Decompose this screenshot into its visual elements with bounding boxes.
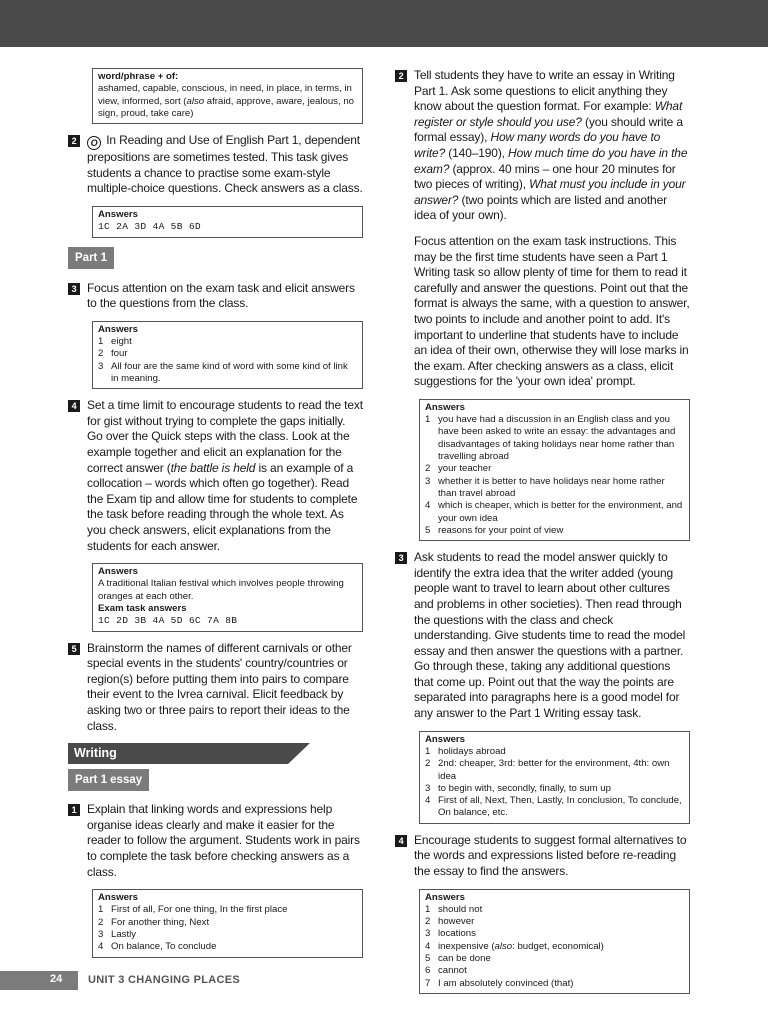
step-5-brainstorm [68,641,363,735]
answer-item: 2 2nd: cheaper, 3rd: better for the environment, 4th: own idea [425,758,670,782]
step-number: 4 [68,400,80,412]
step-number: 2 [395,70,407,82]
answer-codes: 1C 2A 3D 4A 5B 6D [98,221,201,233]
step-3-model-answer [395,550,690,722]
answers-box [419,731,690,824]
step-number: 3 [395,552,407,564]
right-column [395,68,690,1003]
step-number: 5 [68,643,80,655]
answer-item: 1 you have had a discussion in an English class and you have been asked to write an essay: the advantages and disadvantages of taking holidays near home rather than travelling abroad [425,414,676,463]
answers-heading: Answers [98,208,138,220]
part-1-label: Part 1 [68,247,114,269]
answers-heading: Answers [98,323,138,335]
answers-box [92,206,363,238]
part-1-essay-label: Part 1 essay [68,769,149,791]
step-text-paragraph: Focus attention on the exam task instructions. This may be the first time students have seen a Part 1 Writing task so allow plenty of time for them to read it carefully and answer the questions. Point out that the format is always the same, with a question to answer, two points to include and another point to add. It's important to underline that students have to include an idea of their own, otherwise they will lose marks in the exam. After checking answers as a class, elicit suggestions for the 'your own idea' prompt. [414,233,690,389]
unit-title: UNIT 3 CHANGING PLACES [88,974,241,986]
answer-item: 1 First of all, For one thing, In the first place [98,904,288,916]
page-number: 24 [50,973,63,985]
step-number: 1 [68,804,80,816]
answer-text: A traditional Italian festival which involves people throwing oranges at each other. [98,578,344,602]
answer-item: 1 eight [98,336,132,348]
answer-item: 3 Lastly [98,929,137,941]
exam-task-answers-heading: Exam task answers [98,603,187,615]
step-number: 2 [68,135,80,147]
page-footer [0,971,768,990]
step-4-time-limit [68,398,363,554]
step-number: 3 [68,283,80,295]
answers-heading: Answers [425,733,465,745]
answer-item: 4 inexpensive (also: budget, economical) [425,940,604,952]
answer-item: 3 to begin with, secondly, finally, to sum up [425,782,611,794]
word-phrase-box [92,68,363,124]
answer-item: 1 should not [425,903,483,915]
top-header-bar [0,0,768,47]
answers-heading: Answers [425,401,465,413]
answers-box [92,563,363,631]
answers-heading: Answers [425,891,465,903]
step-text: Explain that linking words and expressions help organise ideas clearly and make it easier for the reader to follow the argument. Students work in pairs to complete the task before checking answers as a class. [87,802,360,879]
answer-item: 5 reasons for your point of view [425,524,564,536]
page-number-tab [0,971,78,990]
answer-item: 4 which is cheaper, which is better for the environment, and your own idea [425,500,683,524]
answer-item: 2 For another thing, Next [98,916,210,928]
step-1-linking-words [68,802,363,880]
answer-item: 2 however [425,916,475,928]
left-column [68,68,363,967]
answer-item: 3 whether it is better to have holidays near home rather than travel abroad [425,475,665,499]
step-number: 4 [395,835,407,847]
answer-item: 6 cannot [425,965,467,977]
answer-item: 1 holidays abroad [425,745,506,757]
answers-box [92,321,363,389]
answers-box [92,889,363,957]
exam-icon: O [87,136,101,150]
answer-item: 3 All four are the same kind of word with some kind of link in meaning. [98,360,348,384]
step-2-reading [68,133,363,197]
step-text: Encourage students to suggest formal alternatives to the words and expressions listed before re-reading the essay to find the answers. [414,832,687,878]
answer-item: 4 On balance, To conclude [98,941,217,953]
step-text: Set a time limit to encourage students to read the text for gist without trying to complete the gaps initially. Go over the Quick steps with the class. Look at the example together and elicit an explanation for the correct answer (the battle is held is an example of a collocation – words which often go together). Read the Exam tip and allow time for students to complete the task before reading through the whole text. As you check answers, elicit explanations from the students for each answer. [87,398,363,553]
answer-item: 4 First of all, Next, Then, Lastly, In conclusion, To conclude, On balance, etc. [425,795,682,819]
word-phrase-heading: word/phrase + of: [98,71,179,82]
answers-box [419,399,690,541]
step-4-formal-alternatives [395,833,690,880]
step-text: Tell students they have to write an essay in Writing Part 1. Ask some questions to elicit anything they know about the question format. For example: What register or style should you use? (you should write a formal essay), How many words do you have to write? (140–190), How much time do you have in the exam? (approx. 40 mins – one hour 20 minutes for two pieces of writing), What must you include in your answer? (two points which are listed and another idea of your own). [414,68,688,223]
word-phrase-list: ashamed, capable, conscious, in need, in place, in terms, in view, informed, sort (also afraid, approve, aware, jealous, no sign, proud, take care) [98,83,354,119]
step-3-focus [68,281,363,312]
answers-heading: Answers [98,566,138,578]
answer-item: 5 can be done [425,953,491,965]
answers-heading: Answers [98,892,138,904]
answer-item: 3 locations [425,928,476,940]
writing-section-header: Writing [68,743,288,764]
answer-codes: 1C 2D 3B 4A 5D 6C 7A 8B [98,615,238,627]
step-text: Ask students to read the model answer quickly to identify the extra idea that the writer added (young people want to travel to learn about other cultures and problems in other societies). Then read through the questions with the class and check understanding. Give students time to read the model essay and then answer the questions with a partner. Go through these, taking any additional questions that come up. Point out that the way the points are separated into paragraphs here is a good model for any answer to the Part 1 Writing essay task. [414,550,686,721]
step-text: Focus attention on the exam task and elicit answers to the questions from the class. [87,280,355,311]
answer-item: 2 your teacher [425,463,492,475]
step-2-essay-format [395,68,690,390]
step-text: In Reading and Use of English Part 1, dependent prepositions are sometimes tested. This task gives students a chance to practise some exam-style multiple-choice questions. Check answers as a class. [87,133,363,196]
answer-item: 7 I am absolutely convinced (that) [425,977,574,989]
answer-item: 2 four [98,348,128,360]
step-text: Brainstorm the names of different carnivals or other special events in the students' country/countries or region(s) before putting them into pairs to compare their event to the Ivrea carnival. Elicit feedback by asking two or three pairs to report their ideas to the class. [87,640,352,733]
